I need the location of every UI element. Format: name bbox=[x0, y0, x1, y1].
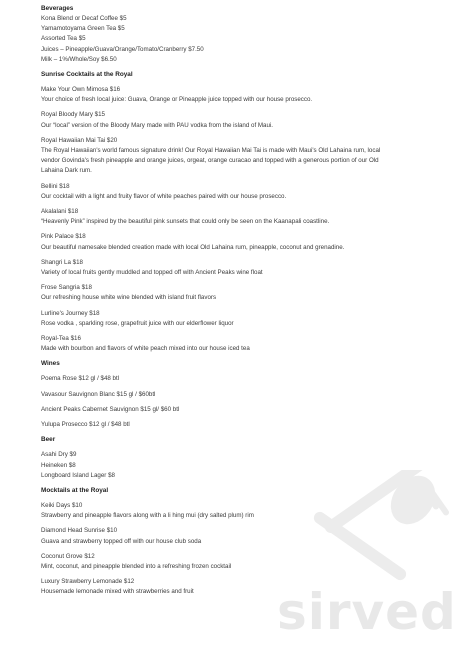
menu-item-desc: Housemade lemonade mixed with strawberries and fruit bbox=[41, 588, 194, 596]
menu-item-desc: Guava and strawberry topped off with our house club soda bbox=[41, 537, 202, 545]
section-heading-mocktails: Mocktails at the Royal bbox=[41, 486, 109, 494]
section-heading-beer: Beer bbox=[41, 436, 56, 444]
menu-item-name: Make Your Own Mimosa $16 bbox=[41, 86, 121, 94]
menu-item-name: Shangri La $18 bbox=[41, 258, 83, 266]
menu-item-desc: Mint, coconut, and pineapple blended into a refreshing frozen cocktail bbox=[41, 562, 232, 570]
menu-item-desc: Our “local” version of the Bloody Mary made with PAU vodka from the island of Maui. bbox=[41, 121, 274, 129]
menu-item-name: Luxury Strawberry Lemonade $12 bbox=[41, 578, 135, 586]
menu-item: Milk – 1%/Whole/Soy $6.50 bbox=[41, 55, 117, 63]
section-heading-wines: Wines bbox=[41, 360, 60, 368]
menu-item-desc: Your choice of fresh local juice: Guava, Orange or Pineapple juice topped with our house prosecco. bbox=[41, 96, 313, 104]
watermark-text: sirved bbox=[277, 583, 457, 641]
menu-item-desc: Our beautiful namesake blended creation made with local Old Lahaina rum, pineapple, coconut and grenadine. bbox=[41, 243, 345, 251]
menu-item-name: Lurline's Journey $18 bbox=[41, 309, 100, 317]
menu-item: Juices – Pineapple/Guava/Orange/Tomato/Cranberry $7.50 bbox=[41, 45, 204, 53]
menu-item-desc: Made with bourbon and flavors of white peach mixed into our house iced tea bbox=[41, 345, 250, 353]
menu-item-desc: Rose vodka , sparkling rose, grapefruit juice with our elderflower liquor bbox=[41, 319, 234, 327]
menu-item: Yulupa Prosecco $12 gl / $48 btl bbox=[41, 421, 130, 429]
menu-item: Poema Rose $12 gl / $48 btl bbox=[41, 375, 120, 383]
menu-item: Longboard Island Lager $8 bbox=[41, 471, 115, 479]
section-heading-beverages: Beverages bbox=[41, 5, 74, 12]
menu-item-name: Frose Sangria $18 bbox=[41, 284, 92, 292]
menu-item: Ancient Peaks Cabernet Sauvignon $15 gl/ $60 btl bbox=[41, 405, 180, 413]
menu-item-desc: The Royal Hawaiian's world famous signature drink! Our Royal Hawaiian Mai Tai is made with Maui's Old Lahaina rum, local vendor Govinda's fresh pineapple and orange juices, orgeat, orange curacao and topped with a generous portion of our Old Lahaina Dark rum. bbox=[41, 147, 381, 175]
menu-item-desc: Our cocktail with a light and fruity flavor of white peaches paired with our house prosecco. bbox=[41, 192, 287, 200]
menu-item-name: Royal Hawaiian Mai Tai $20 bbox=[41, 136, 118, 144]
menu-item: Kona Blend or Decaf Coffee $5 bbox=[41, 15, 127, 22]
menu-item-name: Royal-Tea $16 bbox=[41, 335, 81, 343]
menu-item: Asahi Dry $9 bbox=[41, 451, 77, 459]
section-heading-cocktails: Sunrise Cocktails at the Royal bbox=[41, 71, 133, 79]
menu-item: Heineken $8 bbox=[41, 461, 76, 469]
menu-item-desc: Variety of local fruits gently muddled and topped off with Ancient Peaks wine float bbox=[41, 269, 263, 277]
menu-item-name: Pink Palace $18 bbox=[41, 233, 86, 241]
menu-item: Assorted Tea $5 bbox=[41, 35, 86, 43]
menu-item-name: Royal Bloody Mary $15 bbox=[41, 111, 105, 119]
menu-item-name: Keiki Days $10 bbox=[41, 501, 83, 509]
menu-item-desc: “Heavenly Pink” inspired by the beautiful pink sunsets that could only be seen on the Kaanapali coastline. bbox=[41, 218, 330, 226]
menu-item: Yamamotoyama Green Tea $5 bbox=[41, 25, 125, 33]
menu-item-desc: Strawberry and pineapple flavors along with a li hing mui (dry salted plum) rim bbox=[41, 512, 254, 520]
menu-item-name: Coconut Grove $12 bbox=[41, 552, 95, 560]
menu-item-name: Bellini $18 bbox=[41, 182, 70, 190]
menu-item-name: Diamond Head Sunrise $10 bbox=[41, 527, 118, 535]
menu-item-desc: Our refreshing house white wine blended with island fruit flavors bbox=[41, 294, 217, 302]
menu-item: Vavasour Sauvignon Blanc $15 gl / $60btl bbox=[41, 390, 156, 398]
menu-item-name: Akalalani $18 bbox=[41, 208, 79, 216]
